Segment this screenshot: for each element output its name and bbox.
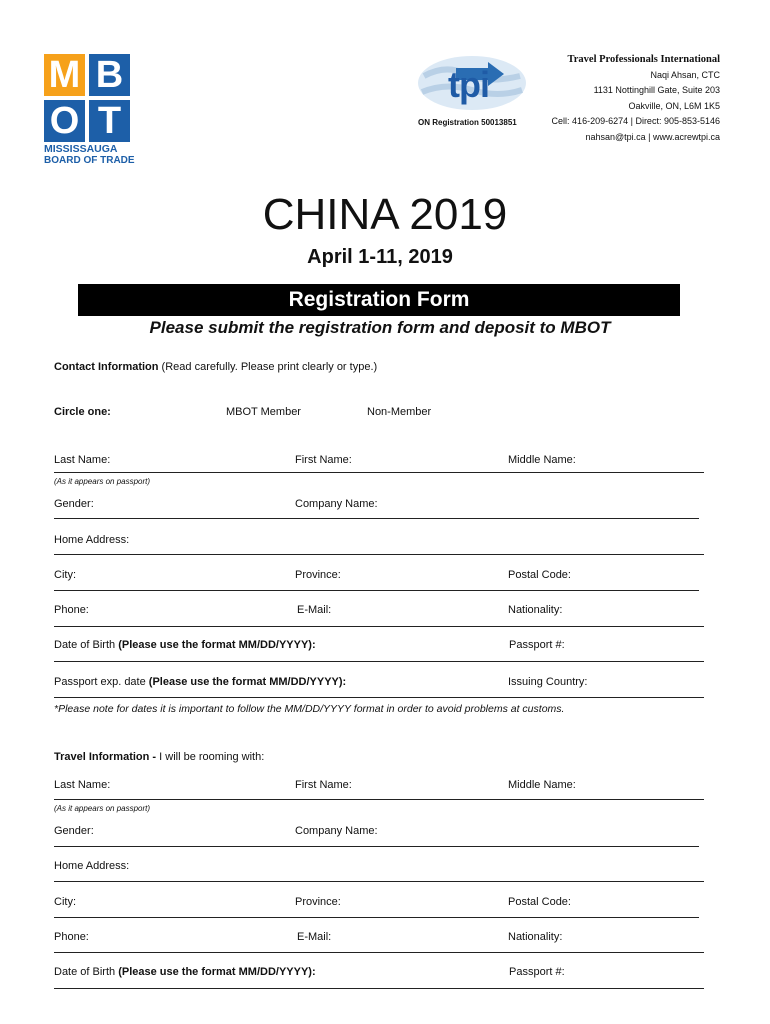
tpi-logo-text: tpi [448,64,489,105]
city-label: City: [54,569,76,581]
agent-web: nahsan@tpi.ca | www.acrewtpi.ca [585,131,720,142]
contact-heading: Contact Information [54,361,159,373]
travel-home-address-label: Home Address: [54,860,130,872]
circle-one-label: Circle one: [54,406,111,418]
travel-postal-code-label: Postal Code: [508,896,571,908]
company-name-label: Company Name: [295,498,378,510]
dob-line[interactable] [54,661,704,662]
travel-passport-hint: (As it appears on passport) [54,804,151,813]
travel-dob-label [54,966,316,978]
form-title: Registration Form [78,284,680,316]
gender-label: Gender: [54,498,94,510]
first-name-label: First Name: [295,454,352,466]
mbot-logo-caption [44,144,164,166]
travel-email-label: E-Mail: [297,931,332,943]
email-label: E-Mail: [297,604,332,616]
last-name-label: Last Name: [54,454,111,466]
agent-phones: Cell: 416-209-6274 | Direct: 905-853-5146 [551,116,720,126]
home-address-line[interactable] [54,554,704,555]
agent-address-line2: Oakville, ON, L6M 1K5 [628,100,720,111]
travel-name-line[interactable] [54,799,704,800]
phone-label: Phone: [54,604,89,616]
passport-exp-label-text: Passport exp. date [54,676,149,688]
logo-tile-m: M [44,54,85,96]
logo-tile-o: O [44,100,85,142]
travel-province-label: Province: [295,896,341,908]
travel-heading: Travel Information - [54,751,157,763]
travel-last-name-label: Last Name: [54,779,111,791]
passport-exp-format: (Please use the format MM/DD/YYYY): [148,676,347,688]
postal-code-label: Postal Code: [508,569,571,581]
travel-gender-label: Gender: [54,825,94,837]
travel-home-address-line[interactable] [54,881,704,882]
dob-format: (Please use the format MM/DD/YYYY): [118,639,316,651]
nationality-label: Nationality: [508,604,563,616]
dob-label-text: Date of Birth [54,639,119,651]
travel-middle-name-label: Middle Name: [508,779,576,791]
logo-tile-t: T [89,100,130,142]
travel-passport-number-label: Passport #: [509,966,565,978]
agent-address-line1: 1131 Nottinghill Gate, Suite 203 [593,85,720,95]
travel-company-name-label: Company Name: [295,825,378,837]
submit-note: Please submit the registration form and deposit to MBOT [149,318,611,337]
travel-first-name-label: First Name: [295,779,352,791]
passport-exp-line[interactable] [54,697,704,698]
mbot-logo [44,54,130,142]
province-label: Province: [295,569,341,581]
travel-nationality-label: Nationality: [508,931,563,943]
travel-phone-label: Phone: [54,931,89,943]
travel-city-label: City: [54,896,76,908]
travel-dob-format: (Please use the format MM/DD/YYYY): [118,966,316,978]
travel-dob-line[interactable] [54,988,704,989]
option-mbot-member[interactable]: MBOT Member [226,406,301,418]
issuing-country-label: Issuing Country: [508,676,588,688]
contact-section-heading [54,361,377,373]
travel-dob-label-text: Date of Birth [54,966,119,978]
contact-heading-note: (Read carefully. Please print clearly or type.) [158,361,378,373]
phone-line[interactable] [54,626,704,627]
agent-company: Travel Professionals International [567,54,720,65]
passport-exp-label [54,676,346,688]
mbot-caption-line2: BOARD OF TRADE [44,155,135,166]
travel-section-heading [54,751,264,763]
passport-hint: (As it appears on passport) [54,477,151,486]
logo-tile-b: B [89,54,130,96]
travel-city-line[interactable] [54,917,699,918]
tpi-logo [416,54,528,112]
tpi-registration: ON Registration 50013851 [418,118,517,127]
travel-phone-line[interactable] [54,952,704,953]
trip-dates: April 1-11, 2019 [307,246,453,268]
travel-gender-company-line[interactable] [54,846,699,847]
agent-contact [552,52,720,145]
name-field-line[interactable] [54,472,704,473]
agent-name: Naqi Ahsan, CTC [650,69,720,80]
middle-name-label: Middle Name: [508,454,576,466]
mbot-caption-line1: MISSISSAUGA [44,143,118,155]
travel-heading-note: I will be rooming with: [156,751,265,763]
city-line[interactable] [54,590,699,591]
option-non-member[interactable]: Non-Member [367,406,432,418]
dob-label [54,639,316,651]
date-format-note: *Please note for dates it is important to follow the MM/DD/YYYY format in order to avoid problems at customs. [54,703,565,715]
passport-number-label: Passport #: [509,639,565,651]
trip-title: CHINA 2019 [262,190,508,239]
home-address-label: Home Address: [54,534,130,546]
gender-company-line[interactable] [54,518,699,519]
